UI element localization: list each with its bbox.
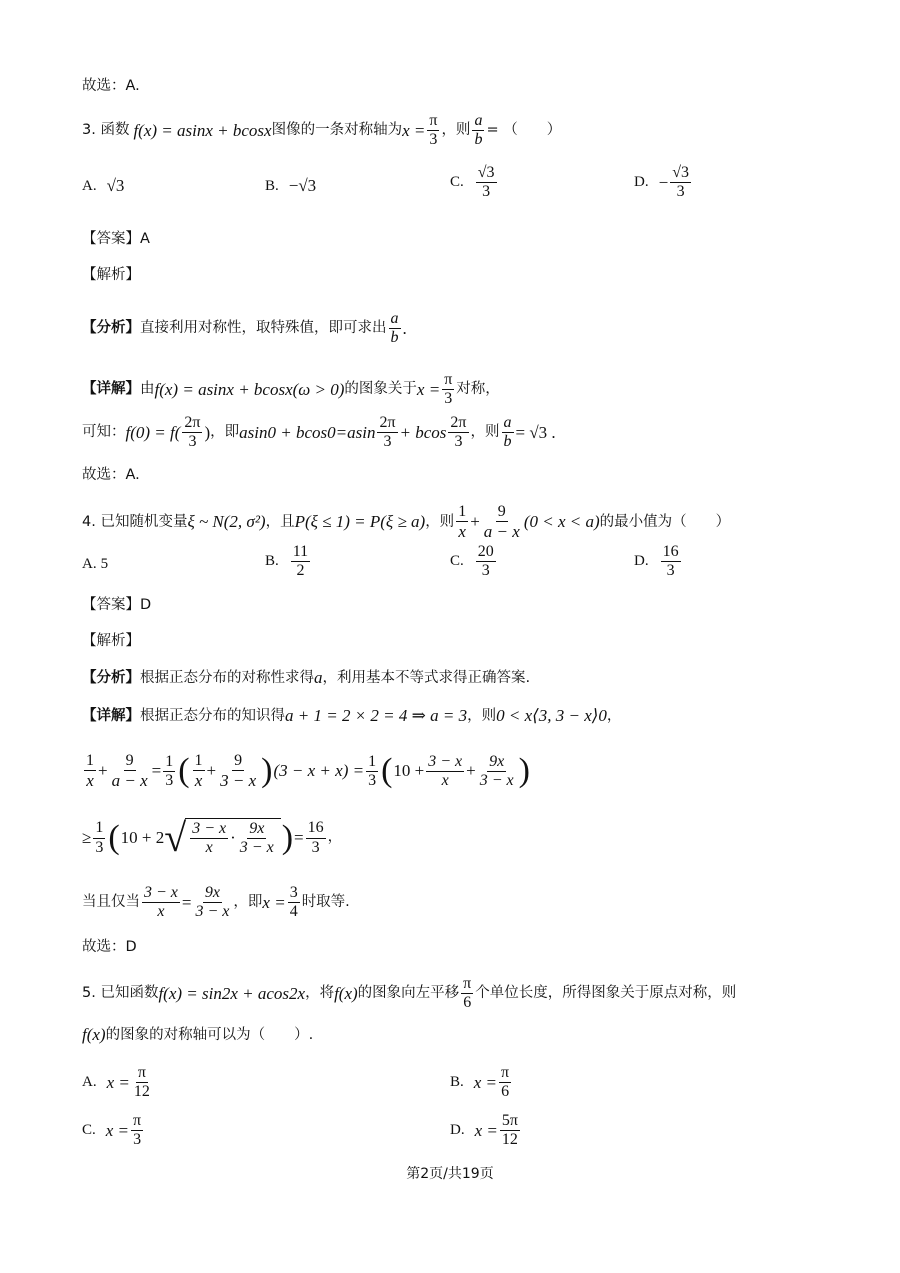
q3-stem-mid: 图像的一条对称轴为	[271, 122, 403, 139]
q4-eq1-f1n: 1	[84, 752, 96, 771]
q5-option-d-label: D.	[450, 1122, 465, 1139]
q3-option-c	[450, 164, 499, 202]
q5-option-c-label: C.	[82, 1122, 96, 1139]
q3-option-b-label: B.	[265, 177, 279, 194]
q5-option-b	[450, 1064, 513, 1102]
q5-option-c-fraction	[131, 1112, 143, 1150]
q4-eq2-third-d: 3	[95, 838, 104, 856]
q3-ratio-fraction	[472, 112, 484, 150]
q3-fenxi-text: 直接利用对称性，取特殊值，即可求出	[140, 320, 387, 337]
q3-option-a	[82, 176, 124, 196]
q3-xj1-x: x =	[416, 379, 441, 399]
q5-option-a-fraction	[132, 1064, 152, 1102]
q4-cond: (0 < x < a)	[523, 512, 600, 532]
page-footer: 第2页/共19页	[406, 1166, 494, 1182]
q3-axis-den: 3	[429, 131, 438, 149]
q4-eq1-plus3: +	[466, 761, 476, 781]
q4-eq2-third-n: 1	[93, 819, 105, 838]
q3-xj2-n2: 2π	[448, 414, 468, 433]
q4-option-b-label: B.	[265, 553, 279, 570]
q4-option-d-den: 3	[666, 562, 675, 580]
q4-eq-line1	[82, 752, 531, 791]
q3-xj2-expr: asin0 + bcos0=asin	[239, 422, 376, 442]
q3-answer: 【答案】A	[82, 231, 150, 247]
q4-eq1-b-d: 3 − x	[479, 771, 514, 789]
q4-eq-line2	[82, 815, 343, 860]
q3-option-b-value: −√3	[288, 176, 317, 195]
q4-eq3-f3d: 4	[289, 903, 298, 921]
q5-option-c-den: 3	[133, 1131, 142, 1149]
q4-fenxi-var: a	[314, 668, 323, 687]
q4-eq3-frac2	[194, 884, 232, 922]
q4-xiangjie-tag: 【详解】	[82, 707, 140, 724]
q4-eq2-third	[93, 819, 105, 857]
q3-xj1-b: 的图象关于	[344, 381, 417, 398]
q4-option-d-num: 16	[661, 543, 681, 562]
q5-stem-c: 的图象向左平移	[357, 985, 460, 1002]
q3-option-b	[265, 176, 316, 196]
q3-xj2-frac2	[448, 414, 468, 452]
q4-stem-c: ，则	[425, 513, 455, 530]
q3-analysis-tag: 【解析】	[82, 267, 140, 283]
q4-eq1-third2-d: 3	[368, 771, 377, 789]
q4-xj-a: 根据正态分布的知识得	[140, 707, 285, 724]
q4-eq3-a: 当且仅当	[82, 894, 140, 911]
q3-then: ，则	[441, 122, 471, 139]
q3-stem	[82, 112, 561, 150]
q3-xj2-b: ，即	[210, 424, 240, 441]
q3-xj2-frac1	[377, 414, 397, 452]
q4-stem-a: 4. 已知随机变量	[82, 513, 188, 530]
q3-axis-fraction	[427, 112, 439, 150]
q4-option-a-label: A.	[82, 556, 97, 572]
q4-eq1-ten: 10 +	[393, 761, 425, 781]
q4-eq3-eq: =	[181, 892, 192, 912]
q3-xj1-num: π	[442, 371, 454, 390]
q4-eq3-frac1	[142, 884, 180, 922]
q4-option-d-label: D.	[634, 553, 649, 570]
q4-eq1-rparen2: )	[518, 752, 530, 790]
q4-fenxi-a: 根据正态分布的对称性求得	[140, 669, 314, 686]
q4-eq3-f2n: 9x	[203, 884, 222, 903]
q4-stem-d: 的最小值为（ ）	[599, 513, 731, 530]
q4-eq1-inner2	[218, 752, 258, 791]
q5-stem-line2	[82, 1025, 313, 1045]
q5-option-a-num: π	[136, 1064, 148, 1083]
q4-eq1-lparen2: (	[381, 752, 393, 790]
q4-eq1-mid: (3 − x + x) =	[273, 761, 365, 781]
q4-eq2-res-n: 16	[306, 819, 326, 838]
q2-answer: 故选：A.	[82, 78, 140, 94]
q3-stem-prefix: 3. 函数	[82, 122, 130, 139]
q3-option-a-value: √3	[106, 176, 125, 195]
q5-shift-num: π	[461, 975, 473, 994]
q4-xj-b: ，则	[467, 707, 497, 724]
q4-eq2-res	[306, 819, 326, 857]
q4-eq3-f2d: 3 − x	[195, 903, 230, 921]
q4-option-c-den: 3	[481, 562, 490, 580]
q3-xj2-c: ，则	[470, 424, 500, 441]
q3-option-c-den: 3	[482, 183, 491, 201]
q3-fenxi-fraction	[389, 310, 401, 348]
q3-option-c-fraction	[476, 164, 497, 202]
q4-option-b-den: 2	[296, 562, 305, 580]
q5-option-d-fraction	[500, 1112, 520, 1150]
q4-eq1-f1d: x	[86, 771, 94, 791]
q4-xj-range: 0 < x⟨3, 3 − x⟩0	[496, 706, 607, 725]
q4-eq1-third2	[366, 753, 378, 791]
q4-eq1-plus: +	[98, 761, 108, 781]
q4-option-b	[265, 543, 312, 581]
q4-final: 故选：D	[82, 939, 137, 955]
q4-eq1-frac1	[84, 752, 96, 791]
q3-xj2-rd: b	[503, 433, 512, 451]
q4-f2d: a − x	[483, 522, 520, 542]
q3-option-a-label: A.	[82, 177, 97, 194]
q4-eq1-lparen: (	[178, 752, 190, 790]
q4-eq1-third-d: 3	[165, 771, 174, 789]
q4-eq1-b-n: 9x	[487, 753, 506, 772]
q3-xj2-rn: a	[502, 414, 514, 433]
q3-xj2-plus: + bcos	[399, 422, 447, 442]
q3-final: 故选：A.	[82, 467, 140, 483]
q4-xiangjie-line	[82, 706, 621, 726]
q4-option-c-label: C.	[450, 553, 464, 570]
q5-shift-fraction	[461, 975, 473, 1013]
q5-option-b-label: B.	[450, 1074, 464, 1091]
q3-ratio-den: b	[474, 131, 483, 149]
q4-eq2-lparen: (	[108, 819, 120, 856]
q5-line2-text: 的图象的对称轴可以为（ ）.	[105, 1026, 314, 1043]
q5-option-d	[450, 1112, 522, 1150]
q4-eq3-x: x =	[262, 892, 286, 912]
q4-eq1-third	[163, 753, 175, 791]
q3-xiangjie-line2	[82, 414, 556, 452]
q5-shift-den: 6	[463, 994, 472, 1012]
q3-xj1-den: 3	[444, 390, 453, 408]
q5-option-c	[82, 1112, 145, 1150]
q4-eq1-inner1	[193, 752, 205, 791]
sqrt-icon: √	[164, 815, 187, 860]
q4-option-b-num: 11	[291, 543, 310, 562]
q4-eq1-inner1-d: x	[194, 771, 203, 791]
q4-eq1-a-n: 3 − x	[426, 753, 464, 772]
q5-option-a-den: 12	[133, 1083, 150, 1101]
q3-xj2-a: 可知：	[82, 424, 126, 441]
q4-eq1-a	[426, 753, 464, 791]
q4-eq1-inner2-n: 9	[232, 752, 244, 771]
q4-option-b-fraction	[291, 543, 310, 581]
q5-fx: f(x)	[334, 983, 358, 1003]
q4-option-a	[82, 556, 108, 573]
q4-eq3-f1n: 3 − x	[142, 884, 180, 903]
q5-stem	[82, 975, 736, 1013]
q4-eq1-eq: =	[151, 761, 162, 781]
q4-stem	[82, 503, 730, 542]
q4-frac1	[456, 503, 468, 542]
q5-func: f(x) = sin2x + acos2x	[158, 983, 306, 1003]
q4-eq3-b: ，即	[233, 894, 263, 911]
q5-option-c-x: x =	[105, 1120, 130, 1140]
q4-f1d: x	[458, 522, 466, 542]
q3-ratio-num: a	[472, 112, 484, 131]
q4-eq2-sqrt-body	[185, 818, 280, 858]
q4-plus: +	[470, 512, 480, 532]
q4-eq3-f3n: 3	[288, 884, 300, 903]
q3-xj1-a: 由	[140, 381, 155, 398]
q5-option-a-x: x =	[106, 1072, 130, 1092]
q4-stem-b: ，且	[265, 513, 295, 530]
q4-eq2-end: ，	[327, 829, 343, 846]
q5-option-b-den: 6	[501, 1083, 510, 1101]
q4-eq2-a-n: 3 − x	[190, 820, 228, 839]
q4-eq1-b	[478, 753, 516, 791]
q4-eq3-frac3	[288, 884, 300, 922]
q5-option-d-den: 12	[501, 1131, 518, 1149]
q3-xj2-ratio	[502, 414, 514, 452]
q4-eq2-b-d: 3 − x	[239, 839, 274, 856]
q3-function: f(x) = asinx + bcosx	[133, 120, 272, 140]
q3-xj2-ffrac	[182, 414, 202, 452]
q3-fenxi-tag: 【分析】	[82, 320, 140, 337]
q3-option-d-label: D.	[634, 174, 649, 191]
q5-stem-a: 5. 已知函数	[82, 985, 159, 1002]
q4-xj-eq: a + 1 = 2 × 2 = 4 ⇒ a = 3	[285, 706, 468, 725]
q4-fenxi-line	[82, 668, 530, 688]
q4-eq3-f1d: x	[157, 903, 165, 921]
q4-eq2-inner: 10 + 2	[120, 827, 165, 847]
q4-eq2-ge: ≥	[82, 827, 92, 847]
q4-eq3-c: 时取等.	[301, 894, 350, 911]
q3-xj2-f0: f(0) = f(	[125, 422, 181, 442]
q4-f2n: 9	[496, 503, 508, 522]
q3-xj2-fnum: 2π	[182, 414, 202, 433]
q4-eq2-eq: =	[294, 827, 304, 847]
q2-answer-line	[82, 78, 140, 95]
q3-xj2-d2: 3	[454, 433, 463, 451]
q4-eq-line3	[82, 884, 350, 922]
q4-eq1-f2d: a − x	[111, 771, 148, 791]
q4-fenxi-b: ，利用基本不等式求得正确答案.	[322, 669, 531, 686]
q4-eq2-res-d: 3	[311, 838, 320, 856]
q5-line2-fx: f(x)	[82, 1025, 106, 1044]
q3-xj2-close: )	[204, 422, 211, 442]
q5-option-d-x: x =	[474, 1120, 498, 1140]
q3-option-d	[634, 164, 693, 202]
q4-eq2-rparen: )	[281, 819, 294, 856]
q5-option-a	[82, 1064, 154, 1102]
q5-option-b-num: π	[499, 1064, 511, 1083]
q3-option-c-label: C.	[450, 174, 464, 191]
q3-xiangjie-tag: 【详解】	[82, 381, 140, 398]
q3-axis-num: π	[427, 112, 439, 131]
q3-axis-var: x =	[402, 120, 426, 140]
q4-option-c-num: 20	[476, 543, 496, 562]
q4-fenxi-tag: 【分析】	[82, 669, 140, 686]
q3-xj2-d1: 3	[383, 433, 392, 451]
q5-option-d-num: 5π	[500, 1112, 520, 1131]
q3-xj2-fden: 3	[188, 433, 197, 451]
q4-eq1-f2n: 9	[124, 752, 136, 771]
q3-option-d-fraction	[670, 164, 691, 202]
q3-option-c-num: √3	[476, 164, 497, 183]
q4-frac2	[482, 503, 522, 542]
q5-option-b-fraction	[499, 1064, 511, 1102]
q4-analysis-tag: 【解析】	[82, 633, 140, 649]
q4-f1n: 1	[456, 503, 468, 522]
q4-option-c-fraction	[476, 543, 496, 581]
q4-eq1-rparen: )	[261, 752, 273, 790]
q4-eq1-plus2: +	[206, 761, 217, 781]
q5-stem-b: ，将	[305, 985, 335, 1002]
q3-xj1-fraction	[442, 371, 454, 409]
q4-eq2-a-d: x	[205, 839, 213, 856]
q4-eq2-sqrt	[164, 815, 280, 860]
q4-prob: P(ξ ≤ 1) = P(ξ ≥ a)	[294, 512, 426, 532]
q3-fenxi-line	[82, 310, 407, 348]
q5-option-a-label: A.	[82, 1074, 97, 1091]
q3-fenxi-den: b	[390, 329, 399, 347]
q3-xj1-c: 对称，	[456, 381, 500, 398]
q4-eq2-b-n: 9x	[247, 820, 266, 839]
q4-eq1-inner2-d: 3 − x	[220, 771, 257, 791]
q4-eq1-third2-n: 1	[366, 753, 378, 772]
q3-fenxi-end: .	[402, 318, 407, 338]
q4-eq2-dot: ·	[230, 828, 236, 848]
q4-eq1-frac2	[110, 752, 150, 791]
q4-eq1-inner1-n: 1	[193, 752, 205, 771]
q4-option-a-value: 5	[100, 556, 109, 572]
q4-option-c	[450, 543, 498, 581]
q3-option-d-den: 3	[676, 183, 685, 201]
q4-eq2-a	[190, 820, 228, 858]
q4-eq1-a-d: x	[441, 771, 449, 789]
q3-xj2-res: = √3 .	[515, 422, 556, 442]
q3-xj2-n1: 2π	[377, 414, 397, 433]
q5-option-c-num: π	[131, 1112, 143, 1131]
q3-option-d-num: √3	[670, 164, 691, 183]
q3-xiangjie-line1	[82, 371, 500, 409]
q4-option-d	[634, 543, 683, 581]
q5-option-b-x: x =	[473, 1072, 498, 1092]
q3-xj1-func: f(x) = asinx + bcosx(ω > 0)	[154, 379, 345, 399]
q3-ratio-eq: = （ ）	[486, 122, 562, 139]
q4-eq2-b	[238, 820, 276, 858]
q3-fenxi-num: a	[389, 310, 401, 329]
q3-option-d-sign: −	[658, 172, 669, 192]
q5-stem-d: 个单位长度，所得图象关于原点对称，则	[475, 985, 737, 1002]
q4-xj-c: ，	[606, 707, 622, 724]
q4-dist: ξ ~ N(2, σ²)	[187, 512, 266, 532]
q4-option-d-fraction	[661, 543, 681, 581]
q4-answer: 【答案】D	[82, 597, 152, 613]
q4-eq1-third-n: 1	[163, 753, 175, 772]
